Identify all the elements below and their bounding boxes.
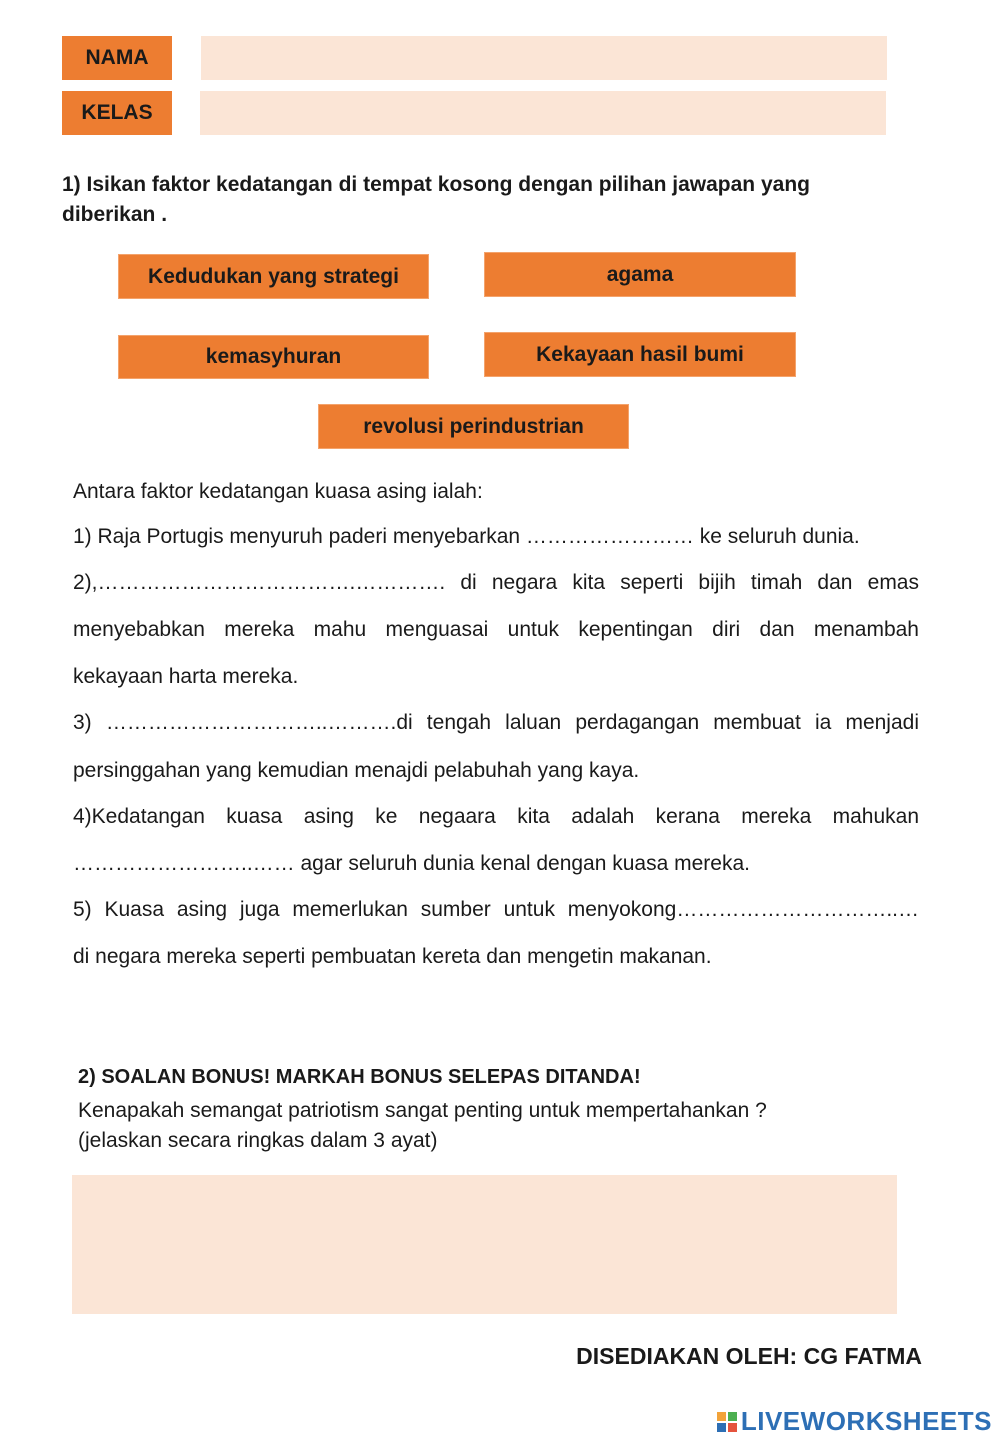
question1-instruction-line2: diberikan . [62, 203, 168, 226]
sentence-4-part2: ……………………..…… agar seluruh dunia kenal dengan kuasa mereka. [73, 852, 750, 875]
question1-instruction-line1: 1) Isikan faktor kedatangan di tempat kosong dengan pilihan jawapan yang [62, 173, 810, 196]
sentence-2-part2: menyebabkan mereka mahu menguasai untuk kepentingan diri dan menambah [73, 618, 919, 641]
option-kedudukan-strategi[interactable]: Kedudukan yang strategi [118, 254, 429, 299]
question1-intro: Antara faktor kedatangan kuasa asing ialah: [73, 480, 483, 503]
question2-line2: (jelaskan secara ringkas dalam 3 ayat) [78, 1129, 438, 1152]
sentence-2-part1: 2),……………………………….…………. di negara kita seperti bijih timah dan emas [73, 571, 919, 594]
liveworksheets-wordmark: LIVEWORKSHEETS [740, 1406, 992, 1436]
option-kemasyhuran[interactable]: kemasyhuran [118, 335, 429, 379]
question2-text [78, 1096, 767, 1156]
sentence-1: 1) Raja Portugis menyuruh paderi menyebarkan …………………… ke seluruh dunia. [73, 525, 860, 548]
sentence-4-part1: 4)Kedatangan kuasa asing ke negaara kita adalah kerana mereka mahukan [73, 805, 919, 828]
option-revolusi-perindustrian[interactable]: revolusi perindustrian [318, 404, 629, 449]
question2-line1: Kenapakah semangat patriotism sangat penting untuk mempertahankan ? [78, 1099, 767, 1122]
prepared-by-credit: DISEDIAKAN OLEH: CG FATMA [576, 1343, 922, 1369]
nama-label: NAMA [62, 36, 172, 80]
question1-instruction [62, 170, 882, 230]
sentence-2-part3: kekayaan harta mereka. [73, 665, 299, 688]
question2-heading: 2) SOALAN BONUS! MARKAH BONUS SELEPAS DITANDA! [78, 1066, 641, 1088]
sentence-3-part1: 3) …………………………..……….di tengah laluan perdagangan membuat ia menjadi [73, 711, 919, 734]
sentence-5-part1: 5) Kuasa asing juga memerlukan sumber untuk menyokong…………………………..… [73, 898, 919, 921]
kelas-input[interactable] [200, 91, 886, 135]
kelas-label: KELAS [62, 91, 172, 135]
nama-input[interactable] [201, 36, 887, 80]
liveworksheets-brand [717, 1406, 992, 1437]
bonus-answer-textarea[interactable] [72, 1175, 897, 1314]
option-agama[interactable]: agama [484, 252, 796, 297]
sentence-3-part2: persinggahan yang kemudian menajdi pelabuhah yang kaya. [73, 759, 640, 782]
option-kekayaan-hasil-bumi[interactable]: Kekayaan hasil bumi [484, 332, 796, 377]
liveworksheets-logo-icon [717, 1412, 737, 1432]
sentence-5-part2: di negara mereka seperti pembuatan kereta dan mengetin makanan. [73, 945, 712, 968]
